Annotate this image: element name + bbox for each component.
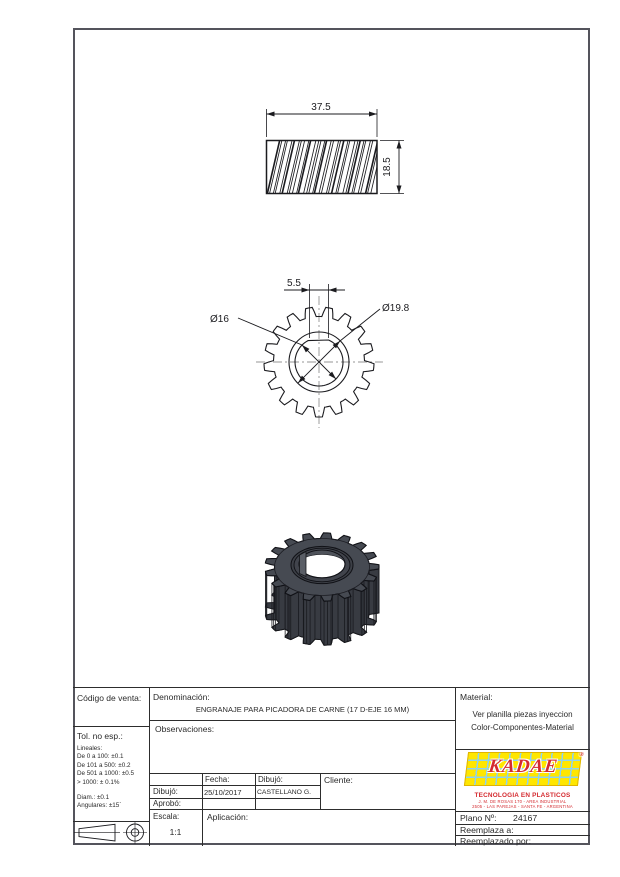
kadae-brand-text bbox=[465, 752, 585, 778]
material-line1: Ver planilla piezas inyeccion bbox=[472, 710, 573, 719]
dim-hub-label: Ø19.8 bbox=[382, 303, 410, 314]
brand-word: KADAE bbox=[486, 756, 559, 777]
codigo-venta-label: Código de venta: bbox=[77, 693, 142, 703]
divider bbox=[255, 773, 256, 809]
tol-line: De 501 a 1000: ±0.5 bbox=[77, 770, 135, 778]
fecha-header: Fecha: bbox=[205, 775, 230, 784]
denominacion-label: Denominación: bbox=[153, 692, 210, 702]
dim-height-label: 18.5 bbox=[382, 157, 393, 177]
reemplaza-label: Reemplaza a: bbox=[460, 825, 514, 835]
front-view bbox=[238, 284, 383, 428]
fecha-value: 25/10/2017 bbox=[204, 787, 242, 797]
aplicacion-label: Aplicación: bbox=[207, 812, 249, 822]
tol-line: Angulares: ±15´ bbox=[77, 802, 122, 810]
dim-width-label: 37.5 bbox=[311, 102, 331, 113]
cliente-label: Cliente: bbox=[324, 775, 353, 785]
tol-line: > 1000: ± 0.1% bbox=[77, 778, 120, 786]
plano-value: 24167 bbox=[513, 813, 538, 823]
divider bbox=[73, 821, 150, 822]
tolerancias-lines bbox=[77, 745, 134, 811]
logo-address-1: J. M. DE ROSAS 170 - AREA INDUSTRIAL bbox=[478, 799, 567, 804]
tol-line: De 101 a 500: ±0.2 bbox=[77, 761, 131, 769]
dibujo-label: Dibujó: bbox=[153, 787, 178, 796]
dibujo-header: Dibujó: bbox=[258, 775, 283, 784]
escala-value: 1:1 bbox=[169, 827, 182, 837]
aprobo-label: Aprobó: bbox=[153, 799, 182, 808]
registered-mark: ® bbox=[578, 752, 585, 758]
tolerancias-title: Tol. no esp.: bbox=[77, 731, 123, 741]
divider bbox=[149, 809, 456, 810]
plano-label: Plano Nº: bbox=[460, 813, 497, 823]
divider bbox=[149, 773, 456, 774]
divider bbox=[320, 773, 321, 809]
divider bbox=[73, 726, 150, 727]
dibujo-value: CASTELLANO G. bbox=[257, 788, 312, 796]
kadae-logo-box bbox=[463, 752, 585, 786]
material-line2: Color-Componentes-Material bbox=[471, 723, 574, 732]
escala-label: Escala: bbox=[153, 812, 180, 821]
tol-line: Diam.: ±0.1 bbox=[77, 794, 110, 802]
logo-tagline: TECNOLOGIA EN PLASTICOS bbox=[474, 792, 571, 799]
material-label: Material: bbox=[460, 692, 493, 702]
divider bbox=[455, 811, 590, 812]
logo-address-2: 2505 - LAS PAREJAS - SANTA FE - ARGENTINA bbox=[472, 804, 573, 809]
tol-line: Lineales: bbox=[77, 745, 103, 752]
tol-line: De 0 a 100: ±0.1 bbox=[77, 753, 124, 761]
dim-bore-label: Ø16 bbox=[210, 314, 229, 325]
dim-flat-label: 5.5 bbox=[287, 278, 301, 289]
denominacion-value: ENGRANAJE PARA PICADORA DE CARNE (17 D-EJE 16 MM) bbox=[195, 705, 410, 714]
divider bbox=[149, 720, 456, 721]
title-block bbox=[73, 687, 590, 845]
observaciones-label: Observaciones: bbox=[155, 724, 215, 734]
side-view bbox=[267, 109, 405, 195]
reemplazado-label: Reemplazado por: bbox=[460, 836, 531, 846]
divider bbox=[149, 785, 321, 786]
isometric-view bbox=[265, 533, 379, 645]
kadae-logo bbox=[455, 749, 590, 811]
